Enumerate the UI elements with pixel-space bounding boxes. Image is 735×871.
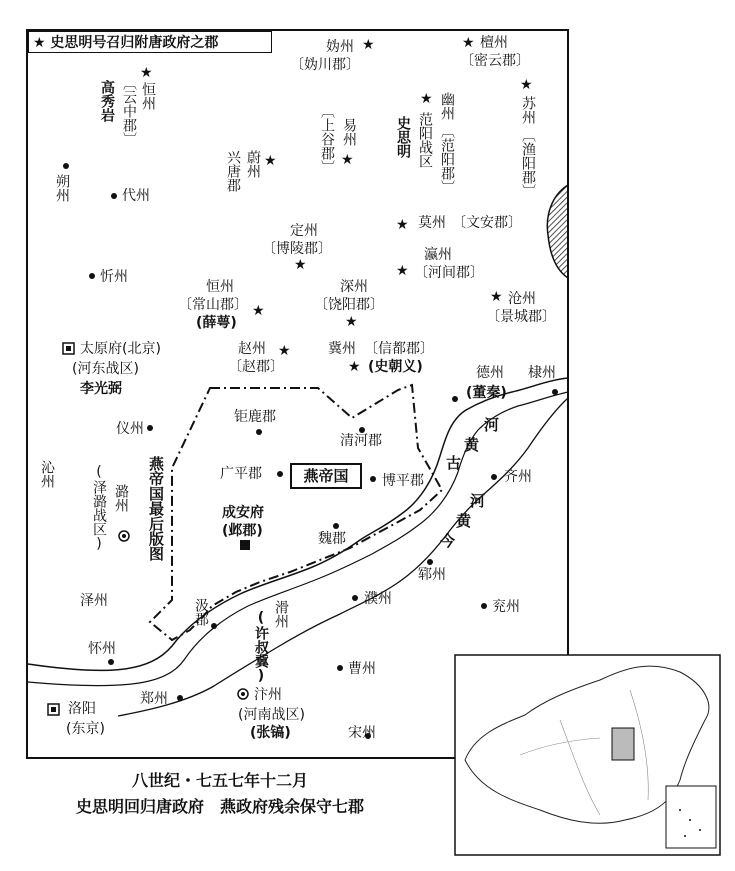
place-label: 郓州 xyxy=(418,567,446,583)
capital-label: (邺郡) xyxy=(222,523,263,539)
star-icon: ★ xyxy=(520,77,533,93)
place-label: 兖州 xyxy=(492,599,520,615)
place-label: 朔州 xyxy=(54,174,70,202)
place-label: 博平郡 xyxy=(382,473,424,489)
place-label: 郑州 xyxy=(140,691,168,707)
place-label: 沧州 xyxy=(508,291,536,307)
star-icon: ★ xyxy=(345,314,358,330)
place-label: 潞州 xyxy=(113,484,129,512)
place-label: 赵州 xyxy=(238,341,266,357)
place-label: (泽潞战区) xyxy=(91,464,107,552)
star-icon: ★ xyxy=(396,263,409,279)
place-label: 〔信都郡〕 xyxy=(364,341,434,357)
place-label: 〔博陵郡〕 xyxy=(262,241,332,257)
place-label: 魏郡 xyxy=(318,531,346,547)
place-label: (河南战区) xyxy=(238,707,305,723)
place-label: 汴州 xyxy=(254,687,282,703)
place-label: 〔赵郡〕 xyxy=(228,359,284,375)
place-label: 〔文安郡〕 xyxy=(452,215,522,231)
place-label: 德州 xyxy=(476,365,504,381)
general-label: (薛萼) xyxy=(196,315,237,331)
place-label: 广平郡 xyxy=(220,466,262,482)
place-label: 代州 xyxy=(122,188,150,204)
capital-label: 成安府 xyxy=(222,505,264,521)
place-label: 〔饶阳郡〕 xyxy=(314,297,384,313)
place-label: 忻州 xyxy=(100,269,128,285)
place-label: (东京) xyxy=(66,721,105,737)
place-label: 定州 xyxy=(290,223,318,239)
place-label: 钜鹿郡 xyxy=(234,409,276,425)
star-icon: ★ xyxy=(348,359,361,375)
place-label: 莫州 xyxy=(418,215,446,231)
place-label: 曹州 xyxy=(348,661,376,677)
place-label: 宋州 xyxy=(348,725,376,741)
place-label: 齐州 xyxy=(504,469,532,485)
general-label: 史思明 xyxy=(395,116,411,158)
place-label: 棣州 xyxy=(528,365,556,381)
place-label: 恒州 xyxy=(206,279,234,295)
star-icon: ★ xyxy=(294,257,307,273)
legend: ★ 史思明号召归附唐政府之郡 xyxy=(28,31,272,53)
star-icon: ★ xyxy=(140,65,153,81)
place-label: 怀州 xyxy=(88,641,116,657)
star-icon: ★ xyxy=(420,91,433,107)
yan-territory-label: 燕帝国最后版图 xyxy=(147,456,165,561)
star-icon: ★ xyxy=(490,289,503,305)
yan-empire-label: 燕帝国 xyxy=(290,463,362,489)
place-label: 檀州 xyxy=(480,35,508,51)
place-label: 蔚州 xyxy=(245,150,261,178)
star-icon: ★ xyxy=(341,152,354,168)
place-label: 泽州 xyxy=(80,593,108,609)
river-label: 今 xyxy=(440,532,456,550)
place-label: 〔云中郡〕 xyxy=(121,76,137,146)
chengan-capital-marker xyxy=(240,540,250,550)
place-label: 〔景城郡〕 xyxy=(486,309,556,325)
place-label: 〔妫川郡〕 xyxy=(290,57,360,73)
star-icon: ★ xyxy=(264,153,277,169)
caption-line-2: 史思明回归唐政府 燕政府残余保守七郡 xyxy=(75,797,364,816)
place-label: 〔范阳郡〕 xyxy=(439,124,455,194)
place-label: 妫州 xyxy=(326,39,354,55)
star-icon: ★ xyxy=(278,343,291,359)
place-label: 深州 xyxy=(340,279,368,295)
place-label: 〔上谷郡〕 xyxy=(319,104,335,174)
inset-china-map xyxy=(455,655,720,855)
place-label: 沁州 xyxy=(39,460,55,488)
place-label: 范阳战区 xyxy=(417,112,433,168)
general-label: (许叔冀) xyxy=(253,610,269,684)
place-label: 仪州 xyxy=(116,421,144,437)
star-icon: ★ xyxy=(362,37,375,53)
place-label: 濮州 xyxy=(364,591,392,607)
river-label: 河 xyxy=(470,492,486,510)
river-label: 黄 xyxy=(464,436,480,454)
place-label: 冀州 xyxy=(328,341,356,357)
general-label: 高秀岩 xyxy=(99,80,115,122)
general-label: (史朝义) xyxy=(368,359,423,375)
place-label: 汲郡 xyxy=(193,598,209,626)
place-label: 太原府(北京) xyxy=(80,341,161,357)
place-label: (河东战区) xyxy=(72,361,139,377)
general-label: (董秦) xyxy=(466,385,507,401)
place-label: 幽州 xyxy=(439,92,455,120)
place-label: 洛阳 xyxy=(68,701,96,717)
place-label: 清河郡 xyxy=(340,433,382,449)
general-label: (张镐) xyxy=(250,725,291,741)
place-label: 恒州 xyxy=(140,82,156,110)
place-label: 兴唐郡 xyxy=(225,150,241,192)
river-label: 黄 xyxy=(456,512,472,530)
star-icon: ★ xyxy=(462,35,475,51)
place-label: 易州 xyxy=(341,118,357,146)
place-label: 〔密云郡〕 xyxy=(460,53,530,69)
place-label: 〔常山郡〕 xyxy=(178,297,248,313)
star-icon: ★ xyxy=(252,303,265,319)
place-label: 滑州 xyxy=(273,600,289,628)
bohai-sea xyxy=(547,185,568,278)
river-label: 古 xyxy=(446,454,462,472)
place-label: 苏州 xyxy=(520,96,536,124)
star-icon: ★ xyxy=(396,217,409,233)
caption-line-1: 八世纪・七五七年十二月 xyxy=(131,771,308,790)
general-label: 李光弼 xyxy=(80,381,122,397)
river-label: 河 xyxy=(484,416,500,434)
place-label: 〔河间郡〕 xyxy=(414,265,484,281)
place-label: 瀛州 xyxy=(424,247,452,263)
place-label: 〔渔阳郡〕 xyxy=(520,128,536,198)
